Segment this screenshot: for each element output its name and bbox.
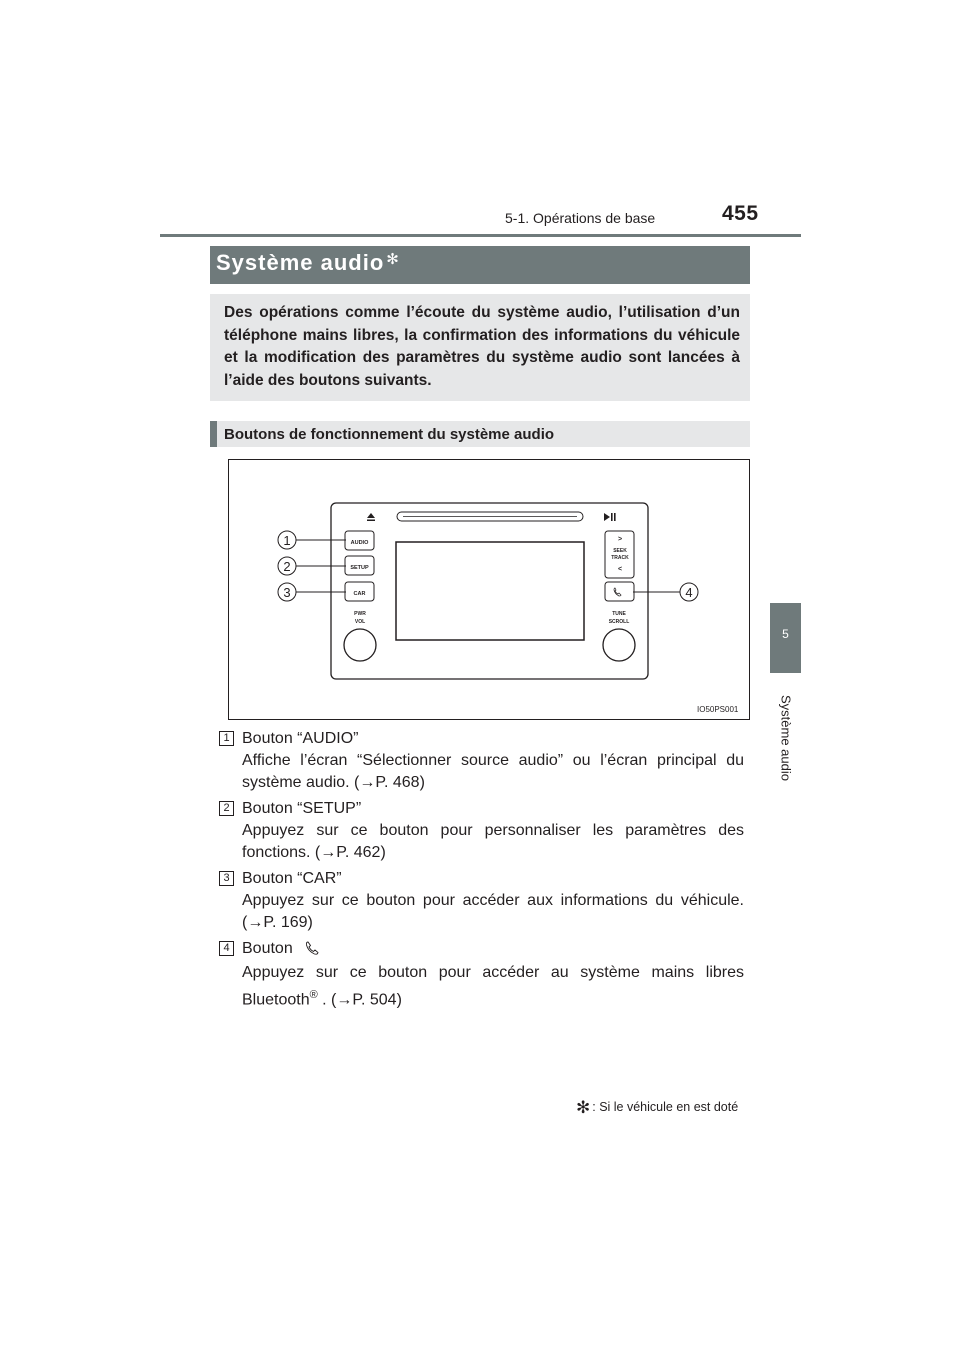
seek-prev-icon: <	[617, 566, 623, 573]
item-2-description: Appuyez sur ce bouton pour personnaliser les paramètres des fonctions. (→P. 462)	[242, 822, 744, 861]
item-number-1: 1	[219, 731, 234, 746]
intro-text: Des opérations comme l’écoute du système audio, l’utilisation d’un téléphone mains libres, la confirmation des informations du véhicule et la modification des paramètres du système audio sont lancées à l’aide des boutons suivants.	[224, 304, 740, 389]
figure-code: IO50PS001	[697, 705, 739, 714]
item-4-description-text: Appuyez sur ce bouton pour accéder au système mains libres Bluetooth	[242, 964, 744, 1009]
page-number: 455	[722, 202, 759, 225]
title-footnote-star-icon: ✻	[386, 251, 400, 268]
footnote	[576, 1098, 738, 1118]
item-3-title: Bouton “CAR”	[242, 870, 342, 887]
setup-button-label: SETUP	[350, 565, 369, 571]
callout-2-number: 2	[283, 559, 291, 574]
page-title	[216, 250, 400, 276]
chapter-tab-label: Système audio	[778, 695, 794, 781]
item-number-4: 4	[219, 941, 234, 956]
vol-label: VOL	[354, 619, 366, 625]
callout-3-number: 3	[283, 585, 291, 600]
phone-icon	[305, 940, 321, 956]
audio-panel-illustration	[229, 460, 751, 721]
callout-1-number: 1	[283, 533, 291, 548]
footnote-text: : Si le véhicule en est doté	[592, 1100, 739, 1114]
item-number-2: 2	[219, 801, 234, 816]
power-volume-knob	[344, 629, 376, 661]
pause-bar-1	[611, 513, 613, 521]
item-number-3: 3	[219, 871, 234, 886]
item-4-title-text: Bouton	[242, 940, 293, 957]
item-1-title: Bouton “AUDIO”	[242, 730, 359, 747]
callout-4-number: 4	[685, 585, 693, 600]
section-heading: 5-1. Opérations de base	[505, 210, 656, 226]
item-4-description-ref: . (→P. 504)	[317, 991, 402, 1009]
subheading-marker	[210, 421, 217, 447]
scroll-label: SCROLL	[608, 619, 630, 625]
footnote-star-icon: ✻	[576, 1098, 591, 1117]
eject-icon-bar	[367, 520, 375, 522]
seek-label: SEEK	[613, 548, 627, 554]
item-1-description: Affiche l’écran “Sélectionner source audio” ou l’écran principal du système audio. (→P. 468)	[242, 752, 744, 791]
audio-button-label: AUDIO	[350, 540, 369, 546]
tune-scroll-knob	[603, 629, 635, 661]
page-title-text: Système audio	[216, 250, 385, 275]
item-4-title	[242, 940, 321, 958]
item-3-description: Appuyez sur ce bouton pour accéder aux informations du véhicule. (→P. 169)	[242, 892, 744, 931]
registered-mark: ®	[309, 989, 318, 1001]
item-2-title: Bouton “SETUP”	[242, 800, 362, 817]
subheading: Boutons de fonctionnement du système audio	[224, 426, 555, 443]
pwr-label: PWR	[354, 611, 366, 617]
track-label: TRACK	[611, 555, 629, 561]
pause-bar-2	[614, 513, 616, 521]
car-button-label: CAR	[353, 591, 366, 597]
display-screen	[396, 542, 584, 640]
header-divider	[160, 234, 801, 237]
seek-next-icon: >	[617, 536, 623, 543]
chapter-tab-number: 5	[782, 627, 789, 641]
item-4-description	[242, 962, 744, 1011]
audio-panel-figure	[228, 459, 750, 720]
tune-label: TUNE	[612, 611, 626, 617]
phone-button	[605, 582, 634, 601]
